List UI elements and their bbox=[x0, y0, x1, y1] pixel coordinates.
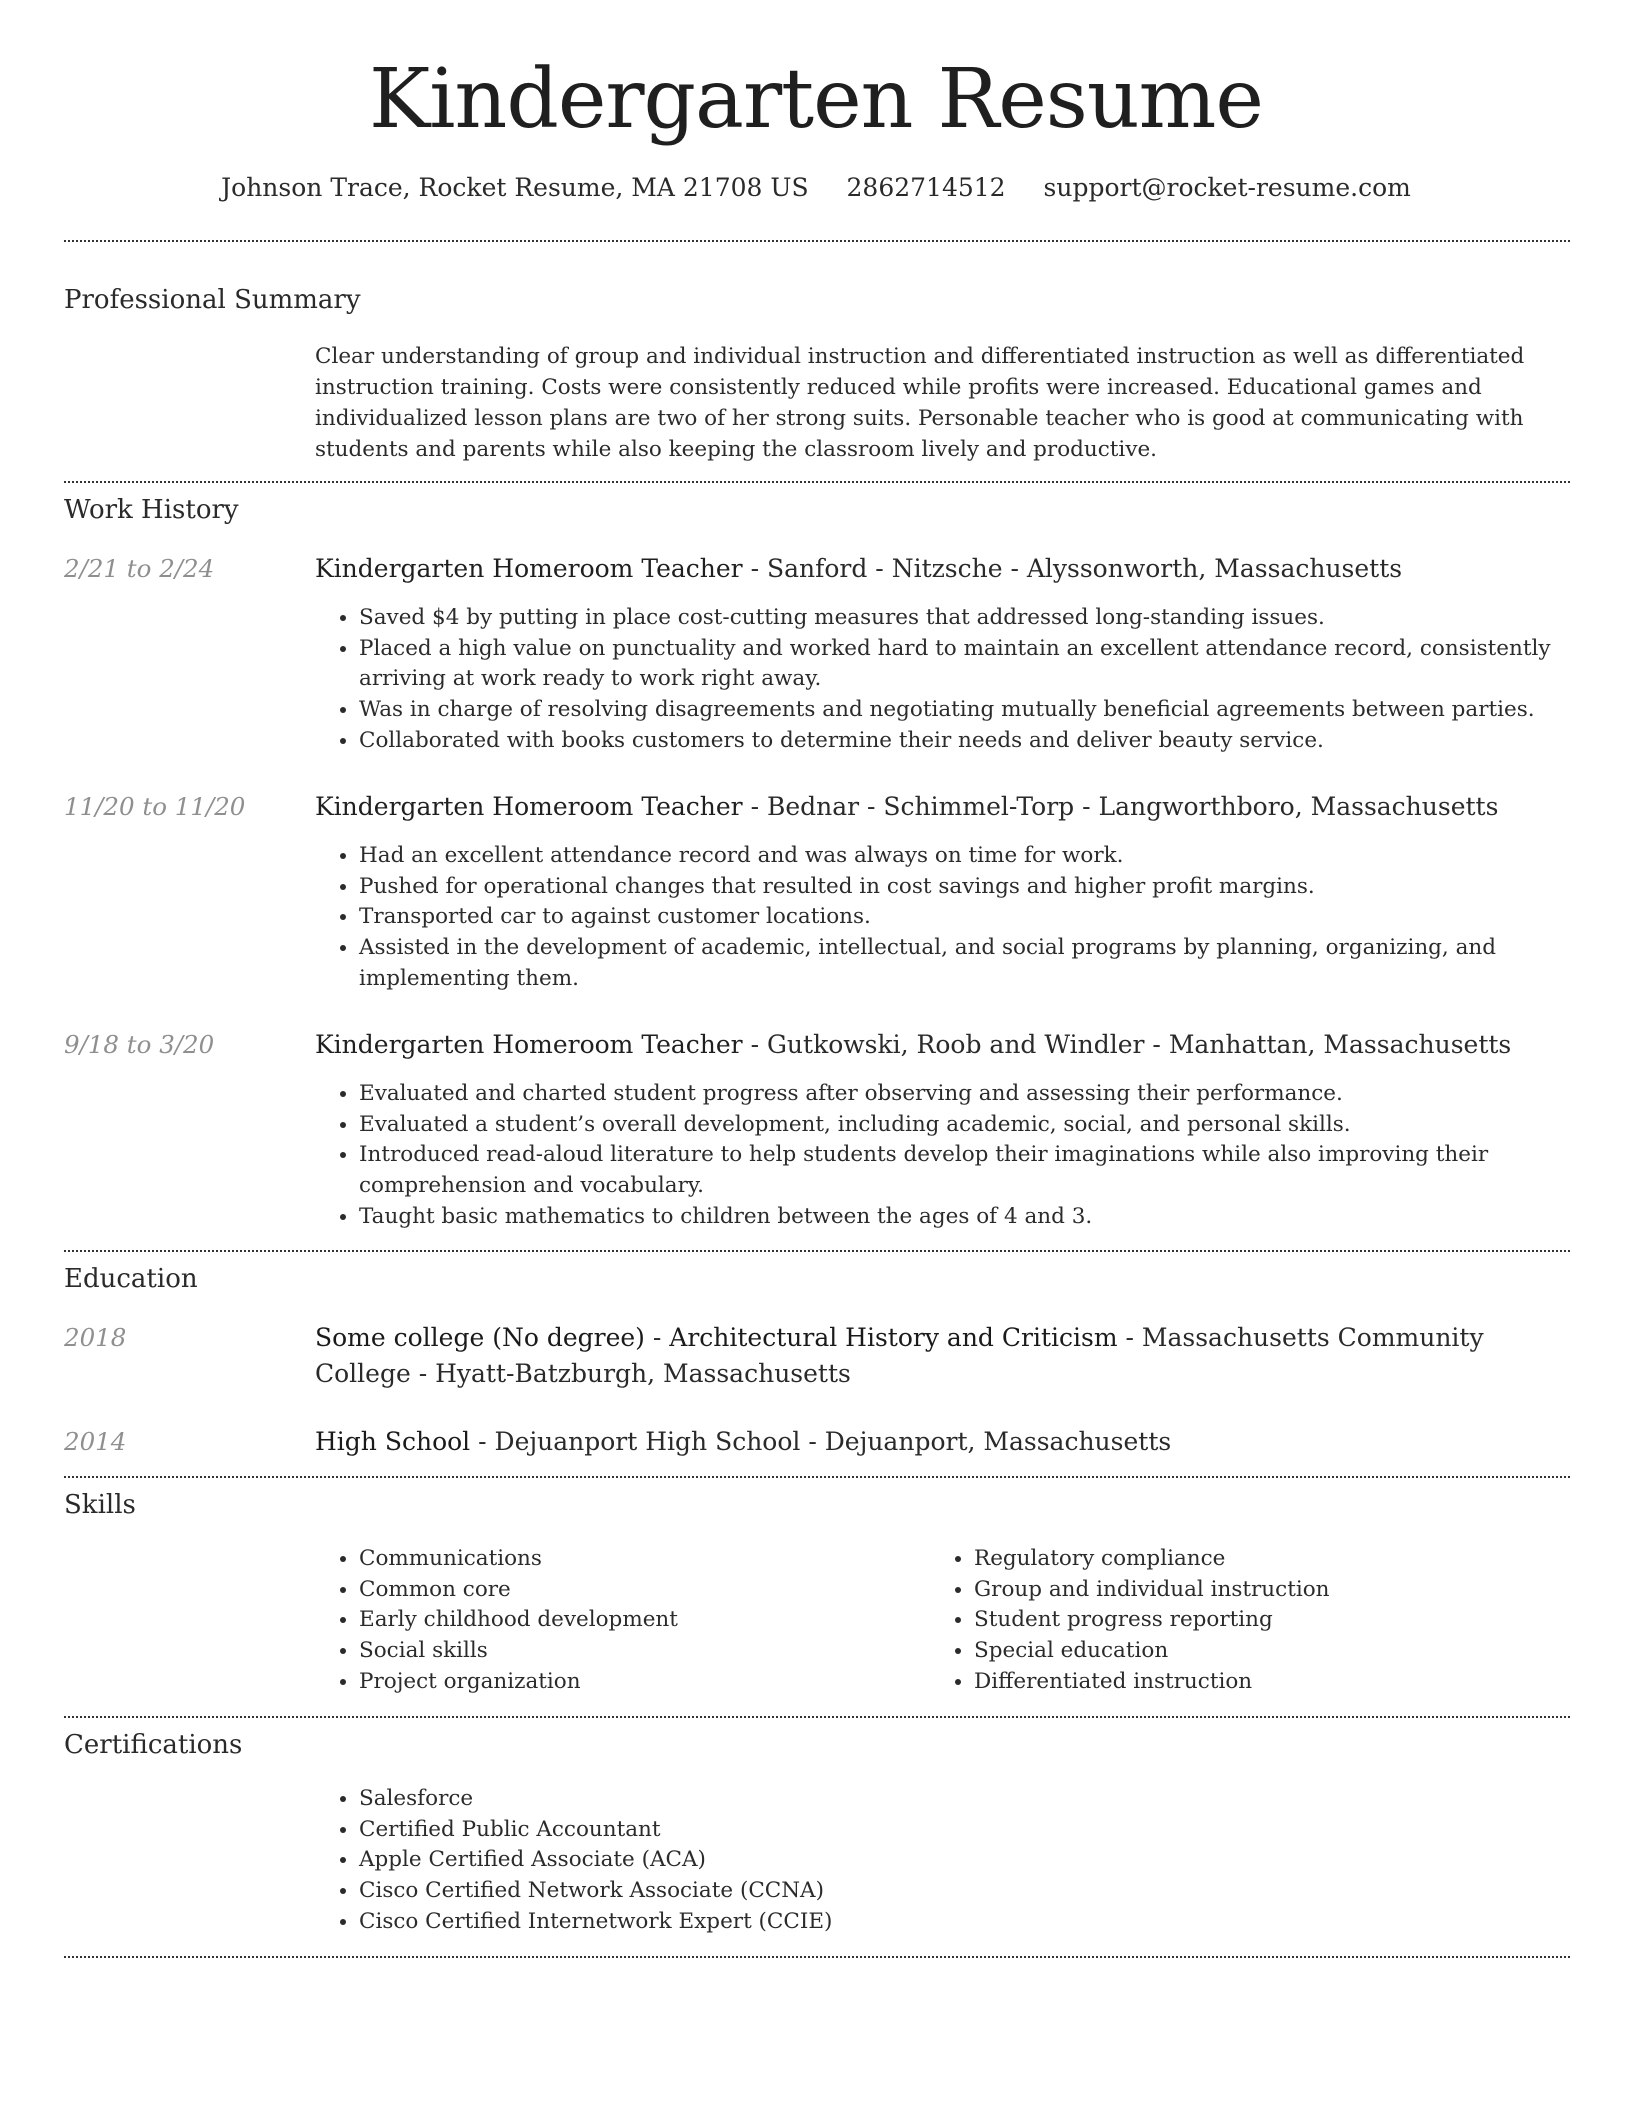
education-school-location: - Massachusetts Community College - Hyatt-Batzburgh, Massachusetts bbox=[315, 1323, 1484, 1388]
job-bullet: • Evaluated and charted student progress after observing and assessing their performance. bbox=[359, 1079, 1570, 1110]
certification-item: • Certified Public Accountant bbox=[359, 1815, 1570, 1846]
skill-item: • Common core bbox=[359, 1575, 915, 1606]
job-bullets bbox=[315, 603, 1570, 757]
job-bullet: • Had an excellent attendance record and was always on time for work. bbox=[359, 841, 1570, 872]
certification-item: • Cisco Certified Network Associate (CCNA) bbox=[359, 1876, 1570, 1907]
education-entry bbox=[315, 1320, 1570, 1392]
section-heading-certifications: Certifications bbox=[64, 1730, 243, 1760]
contact-email: support@rocket-resume.com bbox=[1043, 173, 1411, 202]
education-school-location: - Dejuanport High School - Dejuanport, Massachusetts bbox=[470, 1427, 1172, 1456]
job-bullet: • Placed a high value on punctuality and worked hard to maintain an excellent attendance record, consistently arriving at work ready to work right away. bbox=[359, 634, 1570, 695]
job-bullet: • Taught basic mathematics to children between the ages of 4 and 3. bbox=[359, 1202, 1570, 1233]
skill-item: • Special education bbox=[974, 1636, 1570, 1667]
summary-text: Clear understanding of group and individual instruction and differentiated instruction as well as differentiated instruction training. Costs were consistently reduced while profits were increased. Educational games and individualized lesson plans are two of her strong suits. Personable teacher who is good at communicating with students and parents while also keeping the classroom lively and productive. bbox=[315, 344, 1525, 462]
skill-item: • Student progress reporting bbox=[974, 1605, 1570, 1636]
job-dates: 2/21 to 2/24 bbox=[64, 554, 215, 583]
job-bullet: • Pushed for operational changes that resulted in cost savings and higher profit margins. bbox=[359, 872, 1570, 903]
job-bullet: • Evaluated a student’s overall development, including academic, social, and personal skills. bbox=[359, 1110, 1570, 1141]
job-bullet: • Collaborated with books customers to determine their needs and deliver beauty service. bbox=[359, 726, 1570, 757]
skill-item: • Project organization bbox=[359, 1667, 915, 1698]
skill-item: • Regulatory compliance bbox=[974, 1544, 1570, 1575]
job-title: Kindergarten Homeroom Teacher bbox=[315, 1030, 743, 1059]
education-year: 2014 bbox=[64, 1427, 127, 1456]
section-heading-education: Education bbox=[64, 1264, 198, 1294]
certifications-list bbox=[315, 1784, 1570, 1938]
divider bbox=[64, 1716, 1570, 1718]
contact-phone: 2862714512 bbox=[846, 173, 1006, 202]
skills-list-right bbox=[930, 1544, 1570, 1698]
divider bbox=[64, 1250, 1570, 1252]
job-bullets bbox=[315, 841, 1570, 995]
job-bullets bbox=[315, 1079, 1570, 1233]
section-heading-summary: Professional Summary bbox=[64, 285, 361, 315]
skill-item: • Communications bbox=[359, 1544, 915, 1575]
job-bullet: • Assisted in the development of academic, intellectual, and social programs by planning, organizing, and implementing them. bbox=[359, 933, 1570, 994]
divider bbox=[64, 481, 1570, 483]
job-bullet: • Transported car to against customer locations. bbox=[359, 902, 1570, 933]
job-heading bbox=[315, 1027, 1570, 1063]
job-heading bbox=[315, 789, 1570, 825]
section-heading-work: Work History bbox=[64, 495, 239, 525]
job-title: Kindergarten Homeroom Teacher bbox=[315, 792, 743, 821]
job-dates: 9/18 to 3/20 bbox=[64, 1030, 215, 1059]
job-employer-location: - Sanford - Nitzsche - Alyssonworth, Massachusetts bbox=[742, 554, 1403, 583]
education-field: Architectural History and Criticism bbox=[669, 1323, 1118, 1352]
job-bullet: • Saved $4 by putting in place cost-cutting measures that addressed long-standing issues. bbox=[359, 603, 1570, 634]
education-separator: - bbox=[644, 1323, 670, 1352]
job-employer-location: - Gutkowski, Roob and Windler - Manhattan, Massachusetts bbox=[742, 1030, 1512, 1059]
job-title: Kindergarten Homeroom Teacher bbox=[315, 554, 743, 583]
divider bbox=[64, 240, 1570, 242]
contact-address: Johnson Trace, Rocket Resume, MA 21708 US bbox=[221, 173, 809, 202]
education-entry bbox=[315, 1424, 1570, 1460]
certification-item: • Salesforce bbox=[359, 1784, 1570, 1815]
divider bbox=[64, 1956, 1570, 1958]
skill-item: • Differentiated instruction bbox=[974, 1667, 1570, 1698]
job-bullet: • Introduced read-aloud literature to help students develop their imaginations while also improving their comprehension and vocabulary. bbox=[359, 1140, 1570, 1201]
skill-item: • Early childhood development bbox=[359, 1605, 915, 1636]
skill-item: • Group and individual instruction bbox=[974, 1575, 1570, 1606]
job-heading bbox=[315, 551, 1570, 587]
education-year: 2018 bbox=[64, 1323, 127, 1352]
job-employer-location: - Bednar - Schimmel-Torp - Langworthboro, Massachusetts bbox=[742, 792, 1499, 821]
education-degree: High School bbox=[315, 1427, 471, 1456]
certification-item: • Cisco Certified Internetwork Expert (CCIE) bbox=[359, 1907, 1570, 1938]
skill-item: • Social skills bbox=[359, 1636, 915, 1667]
divider bbox=[64, 1476, 1570, 1478]
contact-line bbox=[0, 170, 1632, 206]
section-heading-skills: Skills bbox=[64, 1490, 136, 1520]
certification-item: • Apple Certified Associate (ACA) bbox=[359, 1845, 1570, 1876]
skills-list-left bbox=[315, 1544, 915, 1698]
job-bullet: • Was in charge of resolving disagreements and negotiating mutually beneficial agreements between parties. bbox=[359, 695, 1570, 726]
education-degree: Some college (No degree) bbox=[315, 1323, 645, 1352]
job-dates: 11/20 to 11/20 bbox=[64, 792, 246, 821]
resume-title: Kindergarten Resume bbox=[369, 52, 1263, 147]
